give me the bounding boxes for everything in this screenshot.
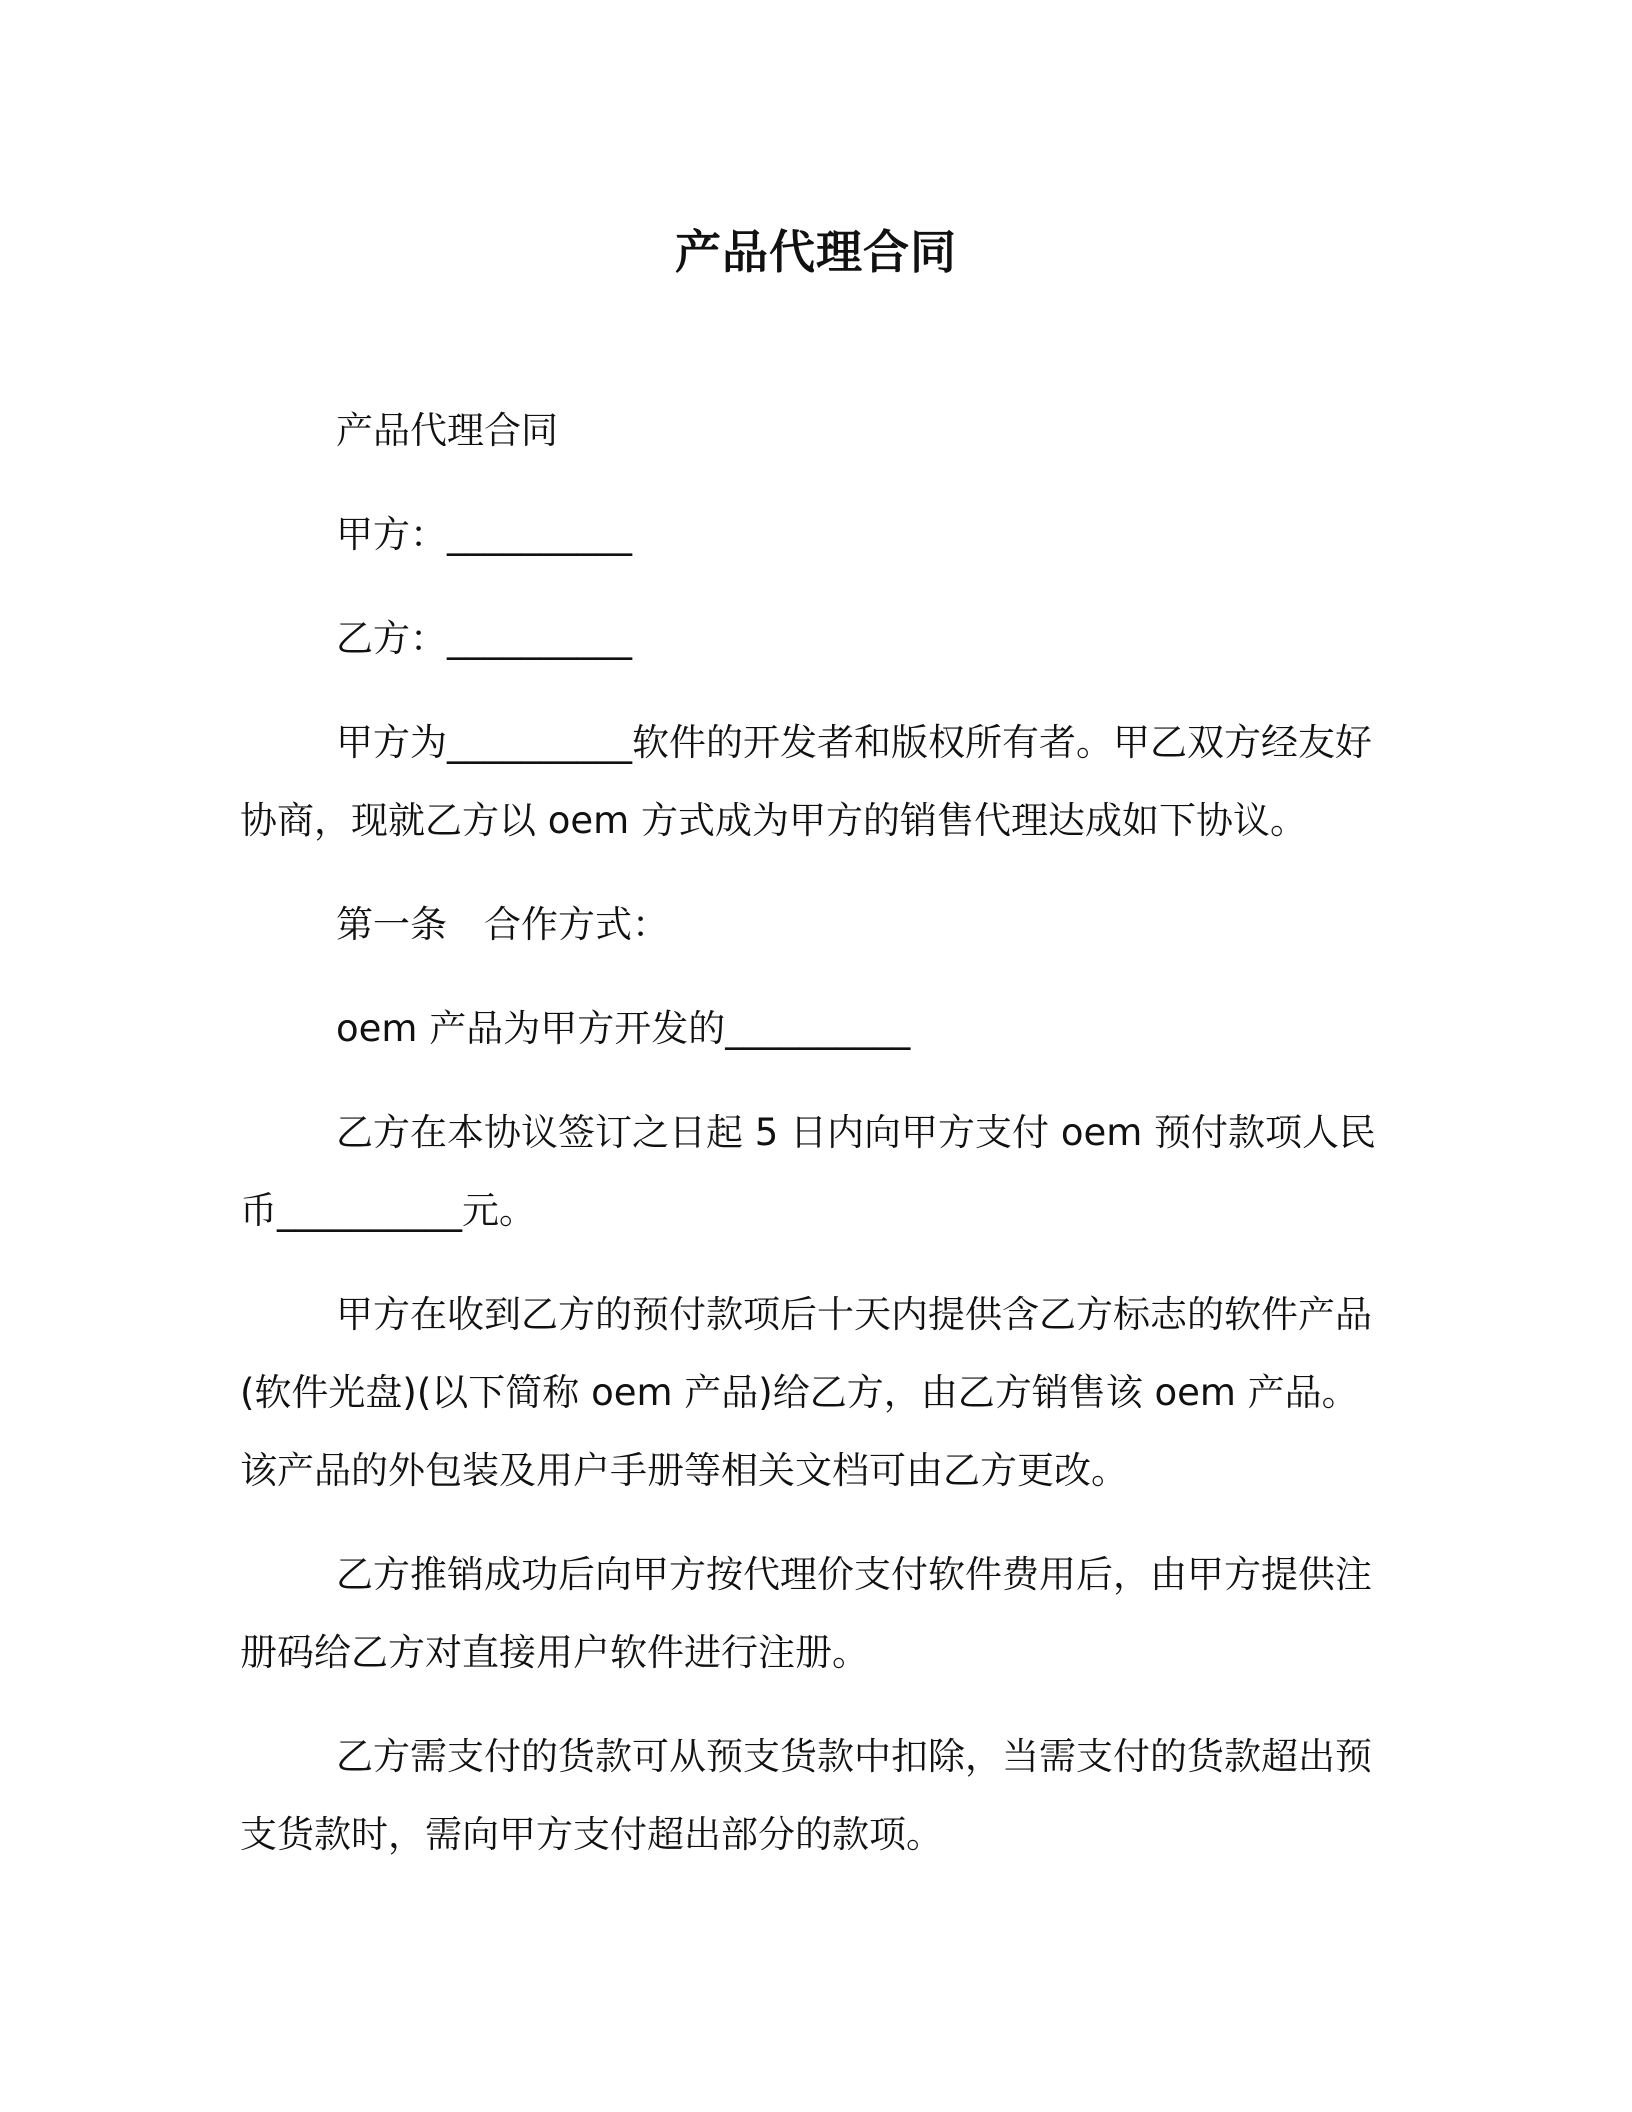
document-title: 产品代理合同 (675, 225, 957, 279)
document-body (240, 392, 1392, 1900)
paragraph-prepayment: 乙方在本协议签订之日起 5 日内向甲方支付 oem 预付款项人民币__________元。 (240, 1111, 1377, 1232)
paragraph-payment: 乙方需支付的货款可从预支货款中扣除，当需支付的货款超出预支货款时，需向甲方支付超出部分的款项。 (240, 1735, 1372, 1856)
paragraph-party-a: 甲方：__________ (336, 513, 632, 556)
paragraph-heading: 产品代理合同 (336, 409, 558, 452)
paragraph-delivery: 甲方在收到乙方的预付款项后十天内提供含乙方标志的软件产品(软件光盘)(以下简称 oem 产品)给乙方，由乙方销售该 oem 产品。该产品的外包装及用户手册等相关文档可由乙方更改。 (240, 1293, 1372, 1492)
paragraph-party-b: 乙方：__________ (336, 617, 632, 660)
paragraph-oem-product: oem 产品为甲方开发的__________ (336, 1007, 911, 1050)
paragraph-intro: 甲方为__________软件的开发者和版权所有者。甲乙双方经友好协商，现就乙方以 oem 方式成为甲方的销售代理达成如下协议。 (240, 721, 1372, 842)
paragraph-article-1: 第一条 合作方式： (336, 903, 669, 946)
paragraph-registration: 乙方推销成功后向甲方按代理价支付软件费用后，由甲方提供注册码给乙方对直接用户软件进行注册。 (240, 1553, 1372, 1674)
